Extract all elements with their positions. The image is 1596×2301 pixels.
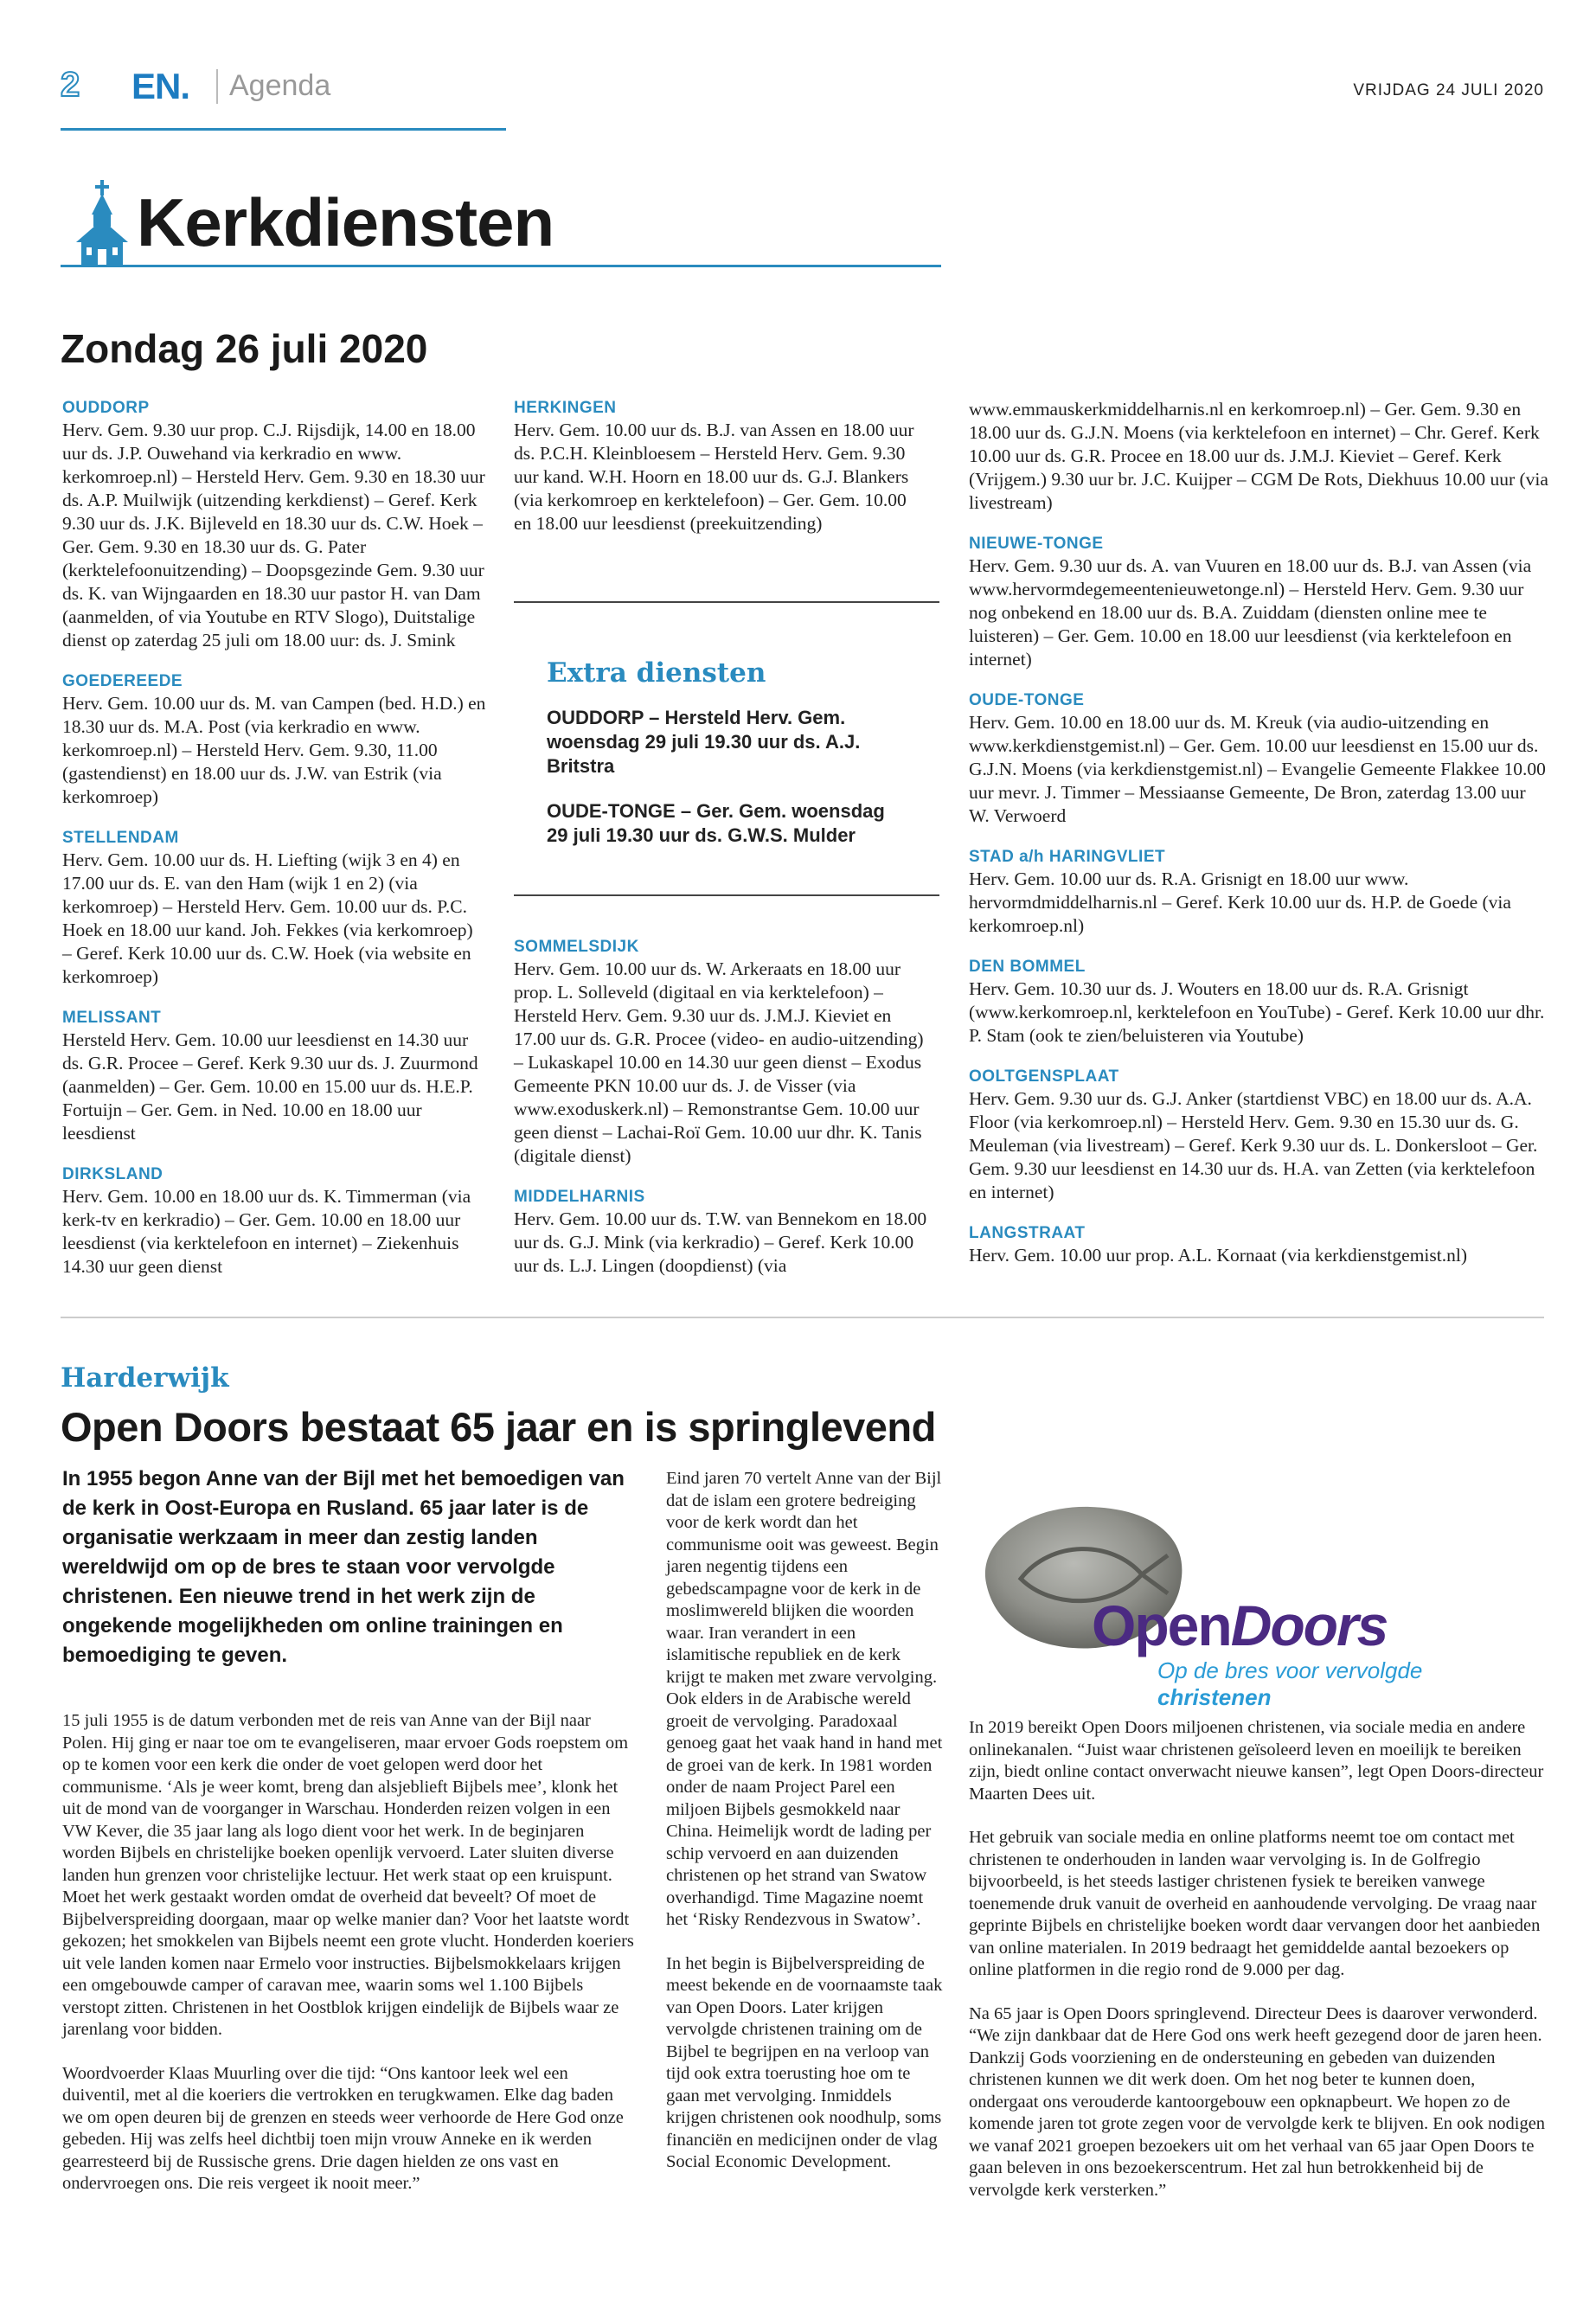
service-text: Herv. Gem. 10.00 uur ds. R.A. Grisnigt en 18.00 uur www. hervormdmiddelharnis.nl – Geref. Kerk 10.00 uur ds. H.P. de Goede (via kerkomroep.nl) [969, 868, 1511, 936]
service-text: Herv. Gem. 9.30 uur prop. C.J. Rijsdijk, 14.00 en 18.00 uur ds. J.P. Ouwehand via kerkradio en www. kerkomroep.nl) – Hersteld Herv. Gem. 9.30 en 18.30 uur ds. A.P. Muilwijk (uitzending kerkdienst) – Geref. Kerk 9.30 uur ds. J.K. Bijleveld en 18.30 uur ds. C.W. Hoek – Ger. Gem. 9.30 en 18.30 uur ds. G. Pater (kerktelefoonuitzending) – Doopsgezinde Gem. 9.30 uur ds. K. van Wijngaarden en 18.30 uur pastor H. van Dam (aanmelden, of via Youtube en RTV Slogo), Duitstalige dienst op zaterdag 25 juli om 18.00 uur: ds. J. Smink [62, 420, 485, 651]
place-heading: SOMMELSDIJK [514, 938, 639, 956]
service-text: Herv. Gem. 10.00 uur ds. M. van Campen (bed. H.D.) en 18.30 uur ds. M.A. Post (via kerkradio en www. kerkomroep.nl) – Hersteld Herv. Gem. 9.30, 11.00 (gastendienst) en 18.00 uur ds. J.W. van Estrik (via kerkomroep) [62, 693, 486, 807]
article-kicker: Harderwijk [61, 1362, 229, 1394]
article-column-1 [62, 1710, 638, 2217]
logo-separator [216, 69, 218, 104]
services-column-2-top [514, 398, 927, 535]
article-column-2 [666, 1468, 943, 2195]
logo-word-open: Open [1092, 1593, 1231, 1657]
services-column-1 [62, 398, 486, 1279]
services-column-3 [969, 398, 1548, 1267]
place-heading: NIEUWE-TONGE [969, 535, 1104, 553]
place-heading: OUDE-TONGE [969, 691, 1085, 709]
article-column-3 [969, 1717, 1548, 2223]
extra-bottom-rule [514, 894, 939, 896]
article-paragraph: 15 juli 1955 is de datum verbonden met de reis van Anne van der Bijl naar Polen. Hij ging er naar toe om te evangeliseren, maar ervoer Gods roepstem om op te komen voor een kerk die onder de voet gelopen werd door het communisme. ‘Als je weer komt, breng dan alsjeblieft Bijbels mee’, klonk het uit de mond van de voorganger in Warschau. Honderden reizen volgen in een VW Kever, die 35 jaar lang als logo dient voor het werk. In de beginjaren worden Bijbels en christelijke boeken openlijk vervoerd. Later sluiten diverse landen hun grenzen voor christelijke lectuur. Het werk staat op een kruispunt. Moet het werk gestaakt worden omdat de overheid dat beveelt? Of moet de Bijbelverspreiding doorgaan, maar op welke manier dan? Voor het laatste wordt gekozen; het smokkelen van Bijbels neemt een grote vlucht. Honderden koeriers uit vele landen komen naar Ermelo voor instructies. Bijbelsmokkelaars krijgen een omgebouwde camper of caravan mee, waarin soms wel 1.100 Bijbels verstopt zitten. Christenen in het Oostblok krijgen eindelijk de Bijbels waar ze jarenlang voor bidden. [62, 1711, 634, 2039]
article-paragraph: In 2019 bereikt Open Doors miljoenen christenen, via sociale media en andere onlinekanalen. “Juist waar christenen geïsoleerd leven en moeilijk te bereiken zijn, biedt online contact onverwacht nieuwe kansen”, legt Open Doors-directeur Maarten Dees uit. [969, 1718, 1544, 1804]
title-rule [61, 265, 941, 267]
extra-service-1: OUDDORP – Hersteld Herv. Gem. woensdag 29 juli 19.30 uur ds. A.J. Britstra [547, 707, 861, 777]
section-divider [61, 1317, 1544, 1318]
service-text: Herv. Gem. 9.30 uur ds. A. van Vuuren en 18.00 uur ds. B.J. van Assen (via www.hervormdegemeentenieuwetonge.nl) – Hersteld Herv. Gem. 9.30 uur nog onbekend en 18.00 uur ds. B.A. Zuiddam (diensten online mee te luisteren) – Ger. Gem. 10.00 en 18.00 uur leesdienst (via kerktelefoon en internet) [969, 555, 1532, 670]
open-doors-logo [969, 1488, 1540, 1710]
service-text: Herv. Gem. 10.00 en 18.00 uur ds. M. Kreuk (via audio-uitzending en www.kerkdienstgemist.nl) – Ger. Gem. 10.00 uur leesdienst en 15.00 uur ds. G.J.N. Moens (via kerkdienstgemist.nl) – Evangelie Gemeente Flakkee 10.00 uur mevr. J. Timmer – Messiaanse Gemeente, De Bron, zaterdag 13.00 uur W. Verwoerd [969, 712, 1546, 826]
logo-word-doors: Doors [1230, 1593, 1388, 1657]
service-text: Hersteld Herv. Gem. 10.00 uur leesdienst en 14.30 uur ds. G.R. Procee – Geref. Kerk 9.30 uur ds. J. Zuurmond (aanmelden) – Ger. Gem. 10.00 en 15.00 uur ds. H.E.P. Fortuijn – Ger. Gem. in Ned. 10.00 en 18.00 uur leesdienst [62, 1029, 478, 1144]
article-paragraph: Na 65 jaar is Open Doors springlevend. Directeur Dees is daarover verwonderd. “We zijn dankbaar dat de Here God ons werk heeft gezegend door de jaren heen. Dankzij Gods voorziening en de ondersteuning en gebeden van duizenden christenen kunnen we dit werk doen. Om het nog beter te kunnen doen, ondergaat ons verouderde kantoorgebouw een opknapbeurt. We hopen zo de komende jaren tot grote zegen voor de vervolgde kerk te blijven. En ook nodigen we vanaf 2021 groepen bezoekers uit om het verhaal van 65 jaar Open Doors te gaan beleven in ons bezoekerscentrum. Het zal hun betrokkenheid bij de vervolgde kerk versterken.” [969, 2003, 1546, 2200]
header-rule [61, 128, 506, 131]
service-text: Herv. Gem. 10.00 uur ds. H. Liefting (wijk 3 en 4) en 17.00 uur ds. E. van den Ham (wijk 1 en 2) (via kerkomroep) – Hersteld Herv. Gem. 10.00 uur ds. P.C. Hoek en 18.00 uur kand. Joh. Fekkes (via kerkomroep) – Geref. Kerk 10.00 uur ds. C.W. Hoek (via website en kerkomroep) [62, 849, 473, 987]
service-text: Herv. Gem. 9.30 uur ds. G.J. Anker (startdienst VBC) en 18.00 uur ds. A.A. Floor (via kerkomroep.nl) – Hersteld Herv. Gem. 9.30 en 15.30 uur ds. G. Meuleman (via livestream) – Geref. Kerk 9.30 uur ds. L. Donkersloot – Ger. Gem. 9.30 uur leesdienst en 14.30 uur ds. H.A. van Zetten (via kerktelefoon en internet) [969, 1088, 1538, 1202]
page-number: 2 [61, 66, 80, 104]
place-heading: OOLTGENSPLAAT [969, 1067, 1119, 1086]
service-text: www.emmauskerkmiddelharnis.nl en kerkomroep.nl) – Ger. Gem. 9.30 en 18.00 uur ds. G.J.N. Moens (via kerktelefoon en internet) – Chr. Geref. Kerk 10.00 uur ds. G.R. Procee en 18.00 uur ds. J.M.J. Kieviet – Geref. Kerk (Vrijgem.) 9.30 uur br. J.C. Kuijper – CGM De Rots, Diekhuus 10.00 uur (via livestream) [969, 399, 1548, 513]
place-heading: STAD a/h HARINGVLIET [969, 848, 1166, 866]
article-paragraph: In het begin is Bijbelverspreiding de meest bekende en de voornaamste taak van Open Doors. Later krijgen vervolgde christenen training om de Bijbel te begrijpen en na verloop van tijd ook extra toerusting hoe om te gaan met vervolging. Inmiddels krijgen christenen ook noodhulp, soms financiën en medicijnen onder de vlag Social Economic Development. [666, 1953, 943, 2171]
services-column-2-bottom [514, 937, 933, 1278]
place-heading: MELISSANT [62, 1009, 162, 1027]
section-label: Agenda [229, 69, 331, 102]
article-headline: Open Doors bestaat 65 jaar en is springlevend [61, 1404, 936, 1450]
service-text: Herv. Gem. 10.00 uur ds. W. Arkeraats en 18.00 uur prop. L. Solleveld (digitaal en via kerktelefoon) – Hersteld Herv. Gem. 9.30 uur ds. J.M.J. Kieviet en 17.00 uur ds. G.R. Procee (video- en audio-uitzending) – Lukaskapel 10.00 en 14.30 uur geen dienst – Exodus Gemeente PKN 10.00 uur ds. J. de Visser (via www.exoduskerk.nl) – Remonstrantse Gem. 10.00 uur geen dienst – Lachai-Roï Gem. 10.00 uur dhr. K. Tanis (digitale dienst) [514, 958, 924, 1166]
place-heading: GOEDEREEDE [62, 672, 183, 690]
place-heading: LANGSTRAAT [969, 1224, 1086, 1242]
newspaper-logo: EN. [131, 66, 190, 106]
tagline-text: Op de bres voor vervolgde [1157, 1657, 1423, 1683]
page-title: Kerkdiensten [137, 184, 554, 260]
service-text: Herv. Gem. 10.00 uur prop. A.L. Kornaat (via kerkdienstgemist.nl) [969, 1245, 1467, 1266]
extra-service-2: OUDE-TONGE – Ger. Gem. woensdag 29 juli 19.30 uur ds. G.W.S. Mulder [547, 800, 885, 846]
place-heading: OUDDORP [62, 399, 150, 417]
day-heading: Zondag 26 juli 2020 [61, 326, 428, 371]
service-text: Herv. Gem. 10.30 uur ds. J. Wouters en 18.00 uur ds. R.A. Grisnigt (www.kerkomroep.nl, kerktelefoon en YouTube) - Geref. Kerk 10.00 uur dhr. P. Stam (ook te zien/beluisteren via Youtube) [969, 978, 1545, 1046]
tagline-bold: christenen [1157, 1684, 1272, 1710]
church-icon [74, 180, 130, 271]
service-text: Herv. Gem. 10.00 uur ds. B.J. van Assen en 18.00 uur ds. P.C.H. Kleinbloesem – Hersteld Herv. Gem. 9.30 uur kand. W.H. Hoorn en 18.00 uur ds. G.J. Blankers (via kerkomroep en kerktelefoon) – Ger. Gem. 10.00 en 18.00 uur leesdienst (preekuitzending) [514, 420, 914, 534]
place-heading: STELLENDAM [62, 829, 179, 847]
place-heading: DEN BOMMEL [969, 958, 1086, 976]
issue-date: VRIJDAG 24 JULI 2020 [1353, 81, 1544, 99]
extra-services-title: Extra diensten [547, 657, 766, 689]
service-text: Herv. Gem. 10.00 en 18.00 uur ds. K. Timmerman (via kerk-tv en kerkradio) – Ger. Gem. 10.00 en 18.00 uur leesdienst (via kerktelefoon en internet) – Ziekenhuis 14.30 uur geen dienst [62, 1186, 471, 1277]
article-paragraph: Eind jaren 70 vertelt Anne van der Bijl dat de islam een grotere bedreiging voor de kerk wordt dan het communisme ooit was geweest. Begin jaren negentig tijdens een gebedscampagne voor de kerk in de moslimwereld blijken die woorden waar. Iran verandert in een islamitische republiek en de kerk krijgt te maken met zware vervolging. Ook elders in de Arabische wereld groeit de vervolging. Paradoxaal genoeg gaat het vaak hand in hand met de groei van de kerk. In 1981 worden onder de naam Project Parel een miljoen Bijbels gesmokkeld naar China. Heimelijk wordt de lading per schip vervoerd en aan duizenden christenen op het strand van Swatow overhandigd. Time Magazine noemt het ‘Risky Rendezvous in Swatow’. [666, 1469, 943, 1929]
place-heading: HERKINGEN [514, 399, 617, 417]
article-paragraph: Woordvoerder Klaas Muurling over die tijd: “Ons kantoor leek wel een duiventil, met al die koeriers die vertrokken en terugkwamen. Elke dag baden we om open deuren bij de grenzen en steeds weer verhoorde de Here God onze gebeden. Hij was zelfs heel dichtbij toen mijn vrouw Anneke en ik werden gearresteerd bij de Russische grens. Drie dagen hielden ze ons vast en ondervroegen ons. Die reis vergeet ik nooit meer.” [62, 2063, 624, 2193]
logo-tagline [1157, 1657, 1540, 1711]
place-heading: DIRKSLAND [62, 1165, 163, 1183]
place-heading: MIDDELHARNIS [514, 1188, 645, 1206]
article-paragraph: Het gebruik van sociale media en online platforms neemt toe om contact met christenen te onderhouden in landen waar vervolging is. In de Golfregio bijvoorbeeld, is het steeds lastiger christenen fysiek te bereiken vanwege toenemende druk vanuit de overheid en aanhoudende vervolging. De vraag naar geprinte Bijbels en christelijke boeken wordt daar vervangen door het aanbieden van online materialen. In 2019 bedraagt het gemiddelde aantal bezoekers op online platformen in die regio rond de 9.000 per dag. [969, 1828, 1541, 1979]
article-lead: In 1955 begon Anne van der Bijl met het bemoedigen van de kerk in Oost-Europa en Rusland. 65 jaar later is de organisatie werkzaam in meer dan zestig landen wereldwijd om op de bres te staan voor vervolgde christenen. Een nieuwe trend in het werk zijn de ongekende mogelijkheden om online trainingen en bemoediging te geven. [62, 1467, 625, 1667]
service-text: Herv. Gem. 10.00 uur ds. T.W. van Bennekom en 18.00 uur ds. G.J. Mink (via kerkradio) – Geref. Kerk 10.00 uur ds. L.J. Lingen (doopdienst) (via [514, 1208, 927, 1276]
extra-top-rule [514, 601, 939, 603]
